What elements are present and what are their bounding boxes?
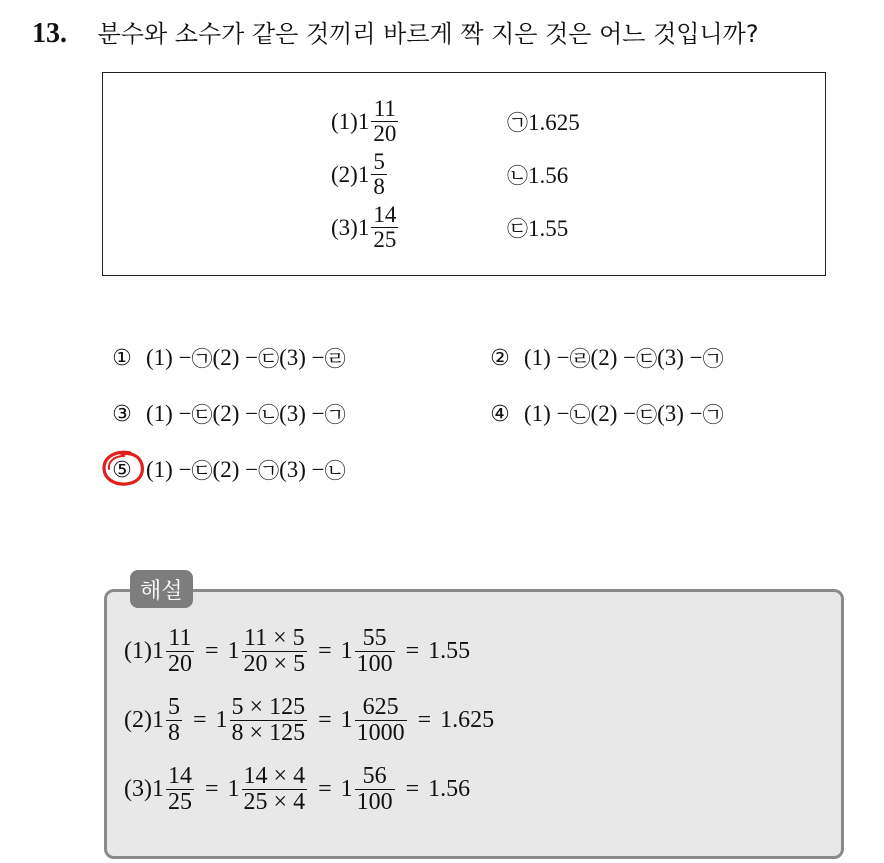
whole-part: 1 xyxy=(227,776,240,803)
fraction xyxy=(371,97,398,147)
denominator: 20 xyxy=(373,121,397,147)
numerator: 11 × 5 xyxy=(243,625,305,651)
decimal-value xyxy=(507,160,568,190)
denominator: 8 xyxy=(373,174,385,200)
pair-text: (2) − xyxy=(590,401,637,426)
value: 1.625 xyxy=(528,109,580,135)
denominator: 100 xyxy=(356,651,393,678)
pair-text: (1) − xyxy=(146,457,192,482)
row-label: (2) xyxy=(331,161,358,187)
pair-text: (1) − xyxy=(146,345,192,370)
mixed-fraction xyxy=(331,203,400,253)
whole-part: 1 xyxy=(151,707,164,734)
whole-part: 1 xyxy=(227,638,240,665)
whole-part: 1 xyxy=(357,214,370,240)
row-label: (2) xyxy=(124,707,152,734)
symbol: ㉣ xyxy=(324,347,346,371)
choice-marker: ③ xyxy=(112,401,132,427)
result-value: 1.625 xyxy=(440,707,495,734)
choice-1[interactable] xyxy=(110,343,346,373)
pair-text: (2) − xyxy=(212,345,259,370)
pair-text: (1) − xyxy=(524,345,570,370)
symbol: ㉠ xyxy=(191,347,213,371)
row-label: (1) xyxy=(331,108,358,134)
answer-circle-mark xyxy=(100,448,146,488)
symbol: ㉠ xyxy=(507,110,528,135)
denominator: 25 xyxy=(373,227,397,253)
fraction xyxy=(371,203,398,253)
denominator: 20 × 5 xyxy=(243,651,306,678)
numerator: 5 xyxy=(167,694,180,720)
solution-row xyxy=(124,764,470,816)
whole-part: 1 xyxy=(151,638,164,665)
denominator: 20 xyxy=(167,651,192,678)
solution-row xyxy=(124,626,470,678)
symbol: ㉠ xyxy=(702,403,724,427)
row-label: (1) xyxy=(124,638,152,665)
fraction xyxy=(355,626,395,678)
whole-part: 1 xyxy=(340,638,353,665)
pair-text: (2) − xyxy=(212,401,259,426)
numerator: 11 xyxy=(373,96,396,121)
symbol: ㉢ xyxy=(191,403,213,427)
choice-marker: ⑤ xyxy=(112,457,132,483)
equals-sign: = xyxy=(192,707,207,734)
equals-sign: = xyxy=(417,707,432,734)
whole-part: 1 xyxy=(357,108,370,134)
denominator: 25 xyxy=(167,789,192,816)
whole-part: 1 xyxy=(340,707,353,734)
question-number: 13. xyxy=(32,18,67,49)
equals-sign: = xyxy=(318,638,332,665)
pair-text: (3) − xyxy=(657,401,703,426)
box-row xyxy=(331,96,580,147)
symbol: ㉢ xyxy=(191,459,213,483)
fraction xyxy=(355,764,395,816)
denominator: 25 × 4 xyxy=(243,789,306,816)
numerator: 14 xyxy=(167,763,192,789)
fraction xyxy=(166,695,182,747)
matching-box xyxy=(102,72,826,276)
pair-text: (1) − xyxy=(524,401,570,426)
row-label: (3) xyxy=(331,214,358,240)
numerator: 11 xyxy=(168,625,192,651)
symbol: ㉣ xyxy=(569,347,591,371)
equals-sign: = xyxy=(318,776,332,803)
symbol: ㉢ xyxy=(636,347,658,371)
symbol: ㉡ xyxy=(324,459,346,483)
pair-text: (2) − xyxy=(590,345,637,370)
choice-4[interactable] xyxy=(488,399,724,429)
pair-text: (3) − xyxy=(279,457,325,482)
choice-marker: ① xyxy=(112,345,132,371)
pair-text: (3) − xyxy=(279,401,325,426)
decimal-value xyxy=(507,213,568,243)
row-label: (3) xyxy=(124,776,152,803)
whole-part: 1 xyxy=(151,776,164,803)
fraction xyxy=(371,150,387,200)
solution-row xyxy=(124,695,494,747)
numerator: 14 xyxy=(373,202,397,227)
numerator: 5 × 125 xyxy=(231,694,306,720)
fraction xyxy=(166,626,194,678)
symbol: ㉡ xyxy=(258,403,280,427)
equals-sign: = xyxy=(204,638,219,665)
mixed-fraction xyxy=(331,150,389,200)
question-header xyxy=(32,14,759,50)
fraction xyxy=(242,626,308,678)
result-value: 1.56 xyxy=(428,776,471,803)
fraction xyxy=(230,695,308,747)
symbol: ㉠ xyxy=(324,403,346,427)
pair-text: (2) − xyxy=(212,457,259,482)
box-row xyxy=(331,202,569,253)
symbol: ㉢ xyxy=(258,347,280,371)
value: 1.56 xyxy=(528,162,569,188)
decimal-value xyxy=(507,107,580,137)
box-row xyxy=(331,149,569,200)
denominator: 100 xyxy=(356,789,393,816)
pair-text: (3) − xyxy=(657,345,703,370)
denominator: 8 xyxy=(167,720,180,747)
fraction xyxy=(355,695,407,747)
denominator: 8 × 125 xyxy=(231,720,306,747)
whole-part: 1 xyxy=(357,161,370,187)
symbol: ㉠ xyxy=(702,347,724,371)
symbol: ㉡ xyxy=(507,163,528,188)
mixed-fraction xyxy=(331,97,400,147)
whole-part: 1 xyxy=(340,776,353,803)
pair-text: (3) − xyxy=(279,345,325,370)
symbol: ㉠ xyxy=(258,459,280,483)
value: 1.55 xyxy=(528,215,569,241)
numerator: 14 × 4 xyxy=(243,763,306,789)
fraction xyxy=(166,764,194,816)
symbol: ㉢ xyxy=(636,403,658,427)
numerator: 5 xyxy=(373,149,385,174)
whole-part: 1 xyxy=(215,707,228,734)
solution-tab: 해설 xyxy=(130,570,193,608)
symbol: ㉢ xyxy=(507,216,528,241)
question-text: 분수와 소수가 같은 것끼리 바르게 짝 지은 것은 어느 것입니까? xyxy=(97,20,759,48)
numerator: 625 xyxy=(362,694,399,720)
result-value: 1.55 xyxy=(428,638,471,665)
equals-sign: = xyxy=(318,707,332,734)
choice-marker: ④ xyxy=(490,401,510,427)
equals-sign: = xyxy=(204,776,219,803)
choice-2[interactable] xyxy=(488,343,724,373)
fraction xyxy=(242,764,308,816)
choice-marker: ② xyxy=(490,345,510,371)
choice-3[interactable] xyxy=(110,399,346,429)
equals-sign: = xyxy=(405,638,420,665)
numerator: 56 xyxy=(362,763,387,789)
denominator: 1000 xyxy=(356,720,405,747)
pair-text: (1) − xyxy=(146,401,192,426)
numerator: 55 xyxy=(362,625,387,651)
equals-sign: = xyxy=(405,776,420,803)
symbol: ㉡ xyxy=(569,403,591,427)
